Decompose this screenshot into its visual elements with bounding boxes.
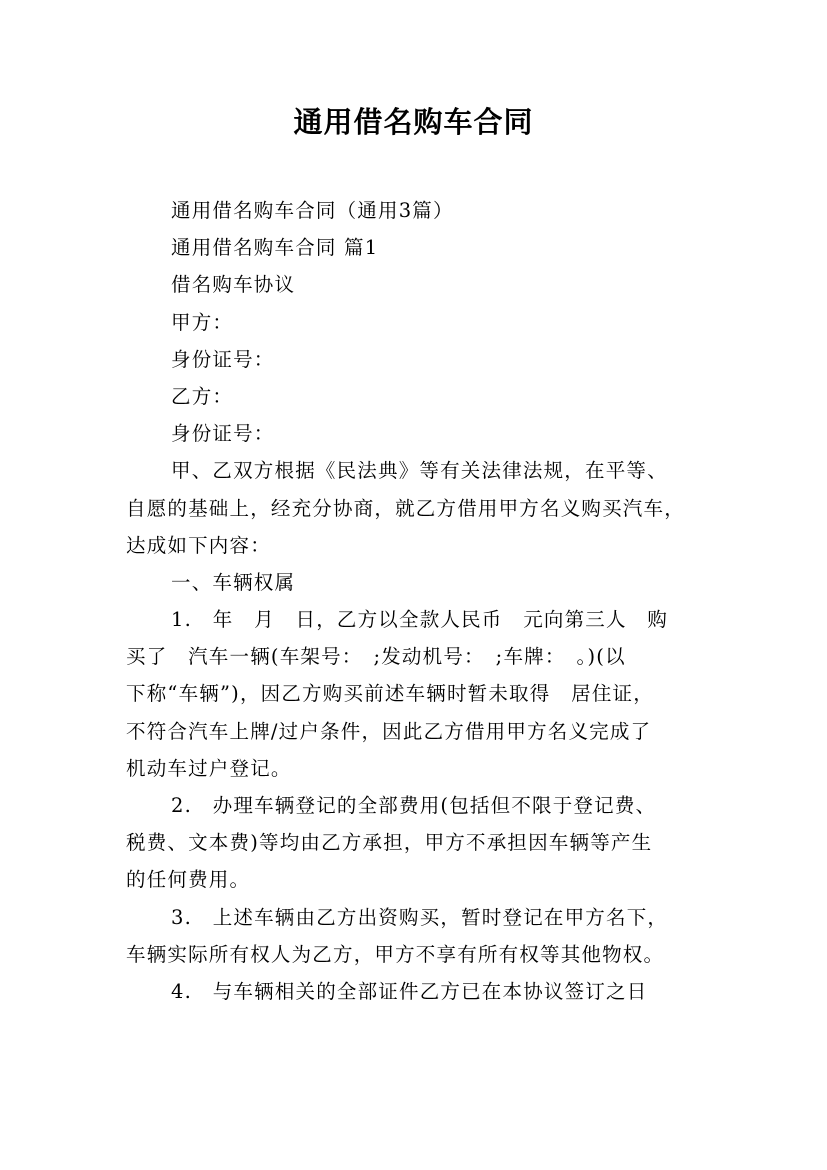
text-line: 的任何费用。 [126,868,251,892]
document-title: 通用借名购车合同 [293,105,534,139]
text-line: 甲、乙双方根据《民法典》等有关法律法规，在平等、 [171,459,668,483]
text-line: 下称“车辆”)，因乙方购买前述车辆时暂未取得 居住证， [126,682,654,706]
text-line: 甲方： [171,310,234,334]
text-line: 车辆实际所有权人为乙方，甲方不享有所有权等其他物权。 [126,942,665,966]
text-line: 达成如下内容： [126,533,271,557]
text-line: 通用借名购车合同（通用3篇） [171,199,454,222]
text-line: 3. 上述车辆由乙方出资购买，暂时登记在甲方名下， [171,905,669,929]
text-line: 买了 汽车一辆(车架号： ;发动机号： ;车牌： 。)(以 [126,645,626,669]
text-line: 不符合汽车上牌/过户条件，因此乙方借用甲方名义完成了 [126,719,652,743]
text-line: 借名购车协议 [171,273,296,297]
text-line: 2. 办理车辆登记的全部费用(包括但不限于登记费、 [171,794,657,817]
text-line: 身份证号： [171,422,275,446]
text-line: 身份证号： [171,347,275,371]
section-heading: 一、车辆权属 [171,570,296,594]
text-line: 自愿的基础上，经充分协商，就乙方借用甲方名义购买汽车， [126,496,685,520]
document-body [126,192,716,1010]
text-line: 1. 年 月 日，乙方以全款人民币 元向第三人 购 [171,608,669,632]
text-line: 4. 与车辆相关的全部证件乙方已在本协议签订之日 [171,979,648,1003]
text-line: 税费、文本费)等均由乙方承担，甲方不承担因车辆等产生 [126,831,653,855]
text-line: 通用借名购车合同 篇1 [171,236,379,260]
text-line: 机动车过户登记。 [126,756,292,780]
text-line: 乙方： [171,384,234,408]
